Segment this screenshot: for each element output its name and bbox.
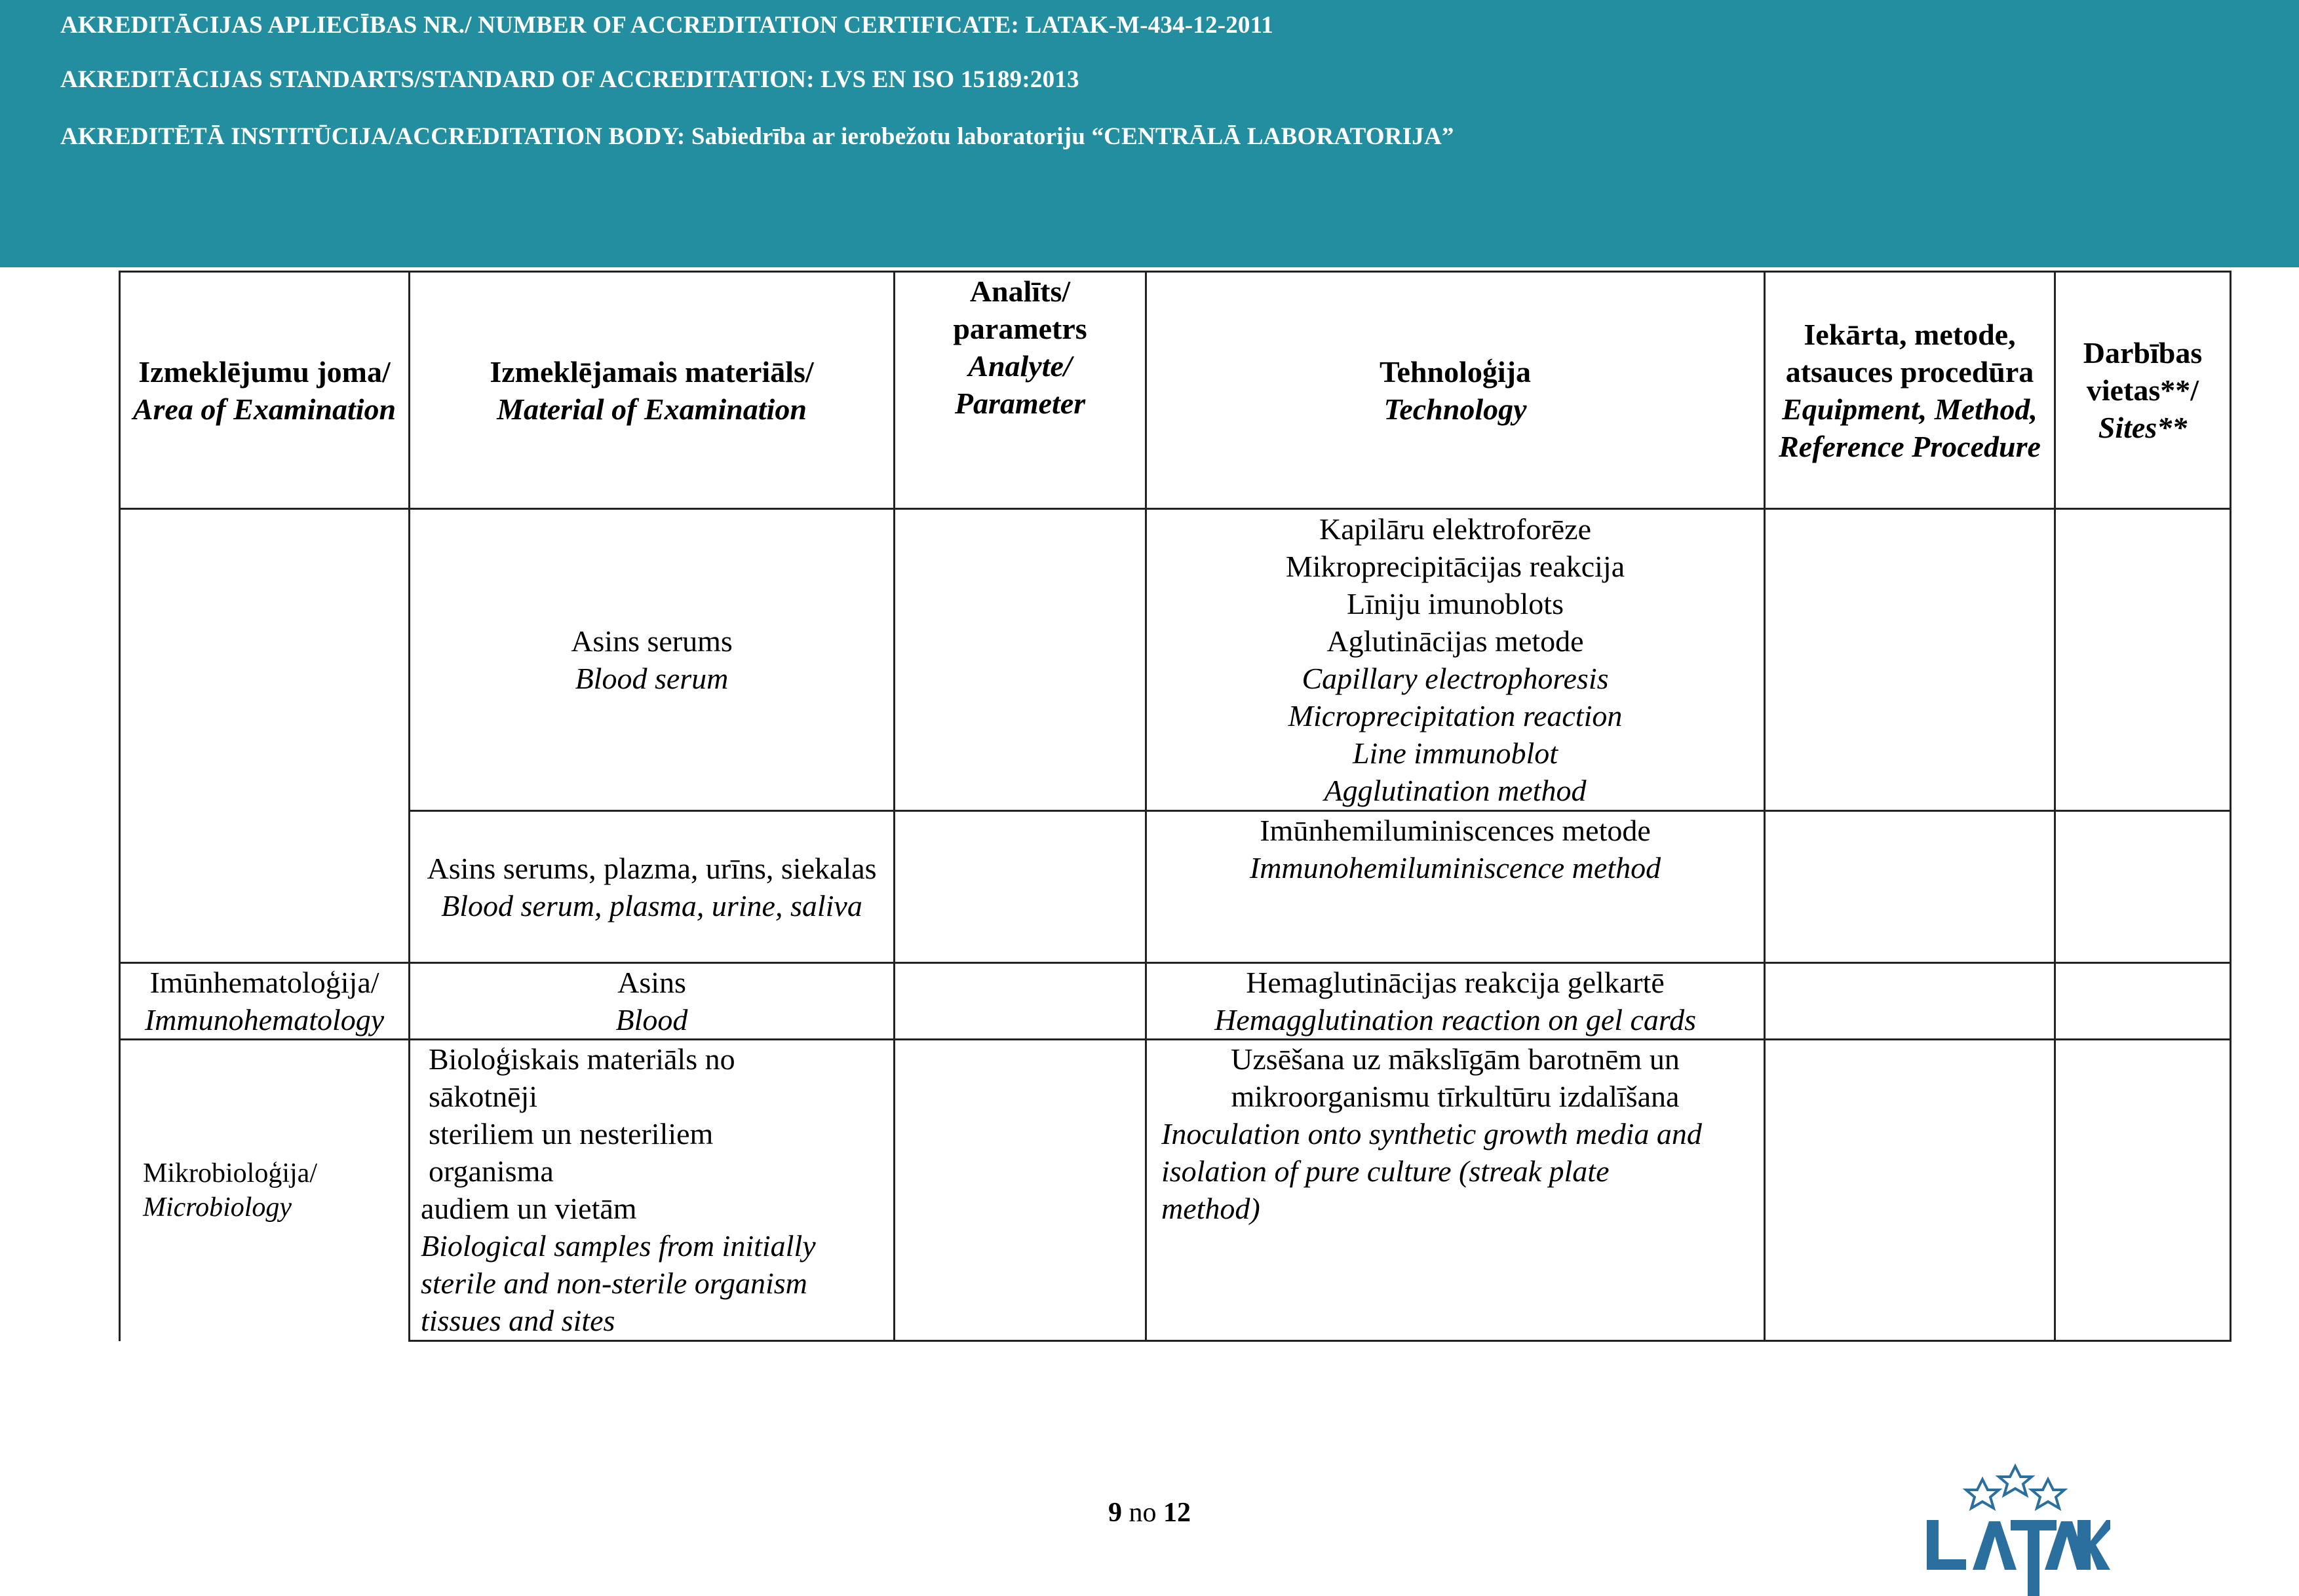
- certificate-number-value: LATAK-M-434-12-2011: [1025, 12, 1273, 39]
- accreditation-standard-value: LVS EN ISO 15189:2013: [821, 66, 1079, 93]
- accreditation-standard-label: AKREDITĀCIJAS STANDARTS/STANDARD OF ACCREDITATION:: [60, 66, 821, 93]
- technology-cell: Kapilāru elektroforēze Mikroprecipitācijas reakcija Līniju imunoblots Aglutinācijas metode Capillary electrophoresis Microprecipitation reaction Line immunoblot Agglutination method: [1146, 509, 1765, 811]
- equipment-cell: [1765, 963, 2055, 1040]
- table-row: [120, 1040, 2231, 1341]
- header-technology: Tehnoloģija Technology: [1146, 272, 1765, 509]
- sites-cell: [2055, 963, 2231, 1040]
- material-cell: Asins Blood: [410, 963, 895, 1040]
- equipment-cell: [1765, 811, 2055, 963]
- equipment-cell: [1765, 1040, 2055, 1341]
- analyte-cell: [895, 963, 1146, 1040]
- certificate-number-line: [60, 11, 1273, 39]
- analyte-cell: [895, 811, 1146, 963]
- certificate-header: [0, 0, 2299, 267]
- area-cell: Imūnhematoloģija/ Immunohematology: [120, 963, 410, 1040]
- area-cell-empty: [120, 509, 410, 963]
- table-row: [120, 509, 2231, 811]
- sites-cell: [2055, 1040, 2231, 1341]
- header-sites: Darbības vietas**/ Sites**: [2055, 272, 2231, 509]
- accreditation-body-value: Sabiedrība ar ierobežotu laboratoriju “CENTRĀLĀ LABORATORIJA”: [691, 123, 1454, 150]
- certificate-number-label: AKREDITĀCIJAS APLIECĪBAS NR./ NUMBER OF ACCREDITATION CERTIFICATE:: [60, 12, 1026, 39]
- material-cell: Asins serums, plazma, urīns, siekalas Blood serum, plasma, urine, saliva: [410, 811, 895, 963]
- sites-cell: [2055, 811, 2231, 963]
- material-cell: Bioloģiskais materiāls no sākotnēji steriliem un nesteriliem organisma audiem un vietām Biological samples from initially sterile and non-sterile organism tissues and sites: [410, 1040, 895, 1341]
- technology-cell: Imūnhemiluminiscences metode Immunohemiluminiscence method: [1146, 811, 1765, 963]
- accreditation-scope-table: [119, 271, 2231, 1342]
- accreditation-standard-line: [60, 66, 1079, 94]
- table-row: [120, 963, 2231, 1040]
- analyte-cell: [895, 509, 1146, 811]
- header-area-of-examination: Izmeklējumu joma/ Area of Examination: [120, 272, 410, 509]
- sites-cell: [2055, 509, 2231, 811]
- technology-cell: Hemaglutinācijas reakcija gelkartē Hemagglutination reaction on gel cards: [1146, 963, 1765, 1040]
- latak-logo: [1920, 1461, 2110, 1596]
- page-current: 9: [1108, 1498, 1122, 1528]
- area-cell: Mikrobioloģija/ Microbiology: [120, 1040, 410, 1341]
- accreditation-body-label: AKREDITĒTĀ INSTITŪCIJA/ACCREDITATION BODY:: [60, 123, 691, 150]
- header-analyte-parameter: Analīts/ parametrs Analyte/ Parameter: [895, 272, 1146, 509]
- accreditation-body-line: [60, 123, 1454, 151]
- page-separator: no: [1122, 1498, 1163, 1528]
- page-total: 12: [1163, 1498, 1191, 1528]
- table-header-row: [120, 272, 2231, 509]
- technology-cell: Uzsēšana uz mākslīgām barotnēm un mikroorganismu tīrkultūru izdalīšana Inoculation onto synthetic growth media and isolation of pure culture (streak plate method): [1146, 1040, 1765, 1341]
- table-row: [120, 811, 2231, 963]
- analyte-cell: [895, 1040, 1146, 1341]
- header-equipment-method: Iekārta, metode, atsauces procedūra Equipment, Method, Reference Procedure: [1765, 272, 2055, 509]
- header-material-of-examination: Izmeklējamais materiāls/ Material of Examination: [410, 272, 895, 509]
- equipment-cell: [1765, 509, 2055, 811]
- material-cell: Asins serums Blood serum: [410, 509, 895, 811]
